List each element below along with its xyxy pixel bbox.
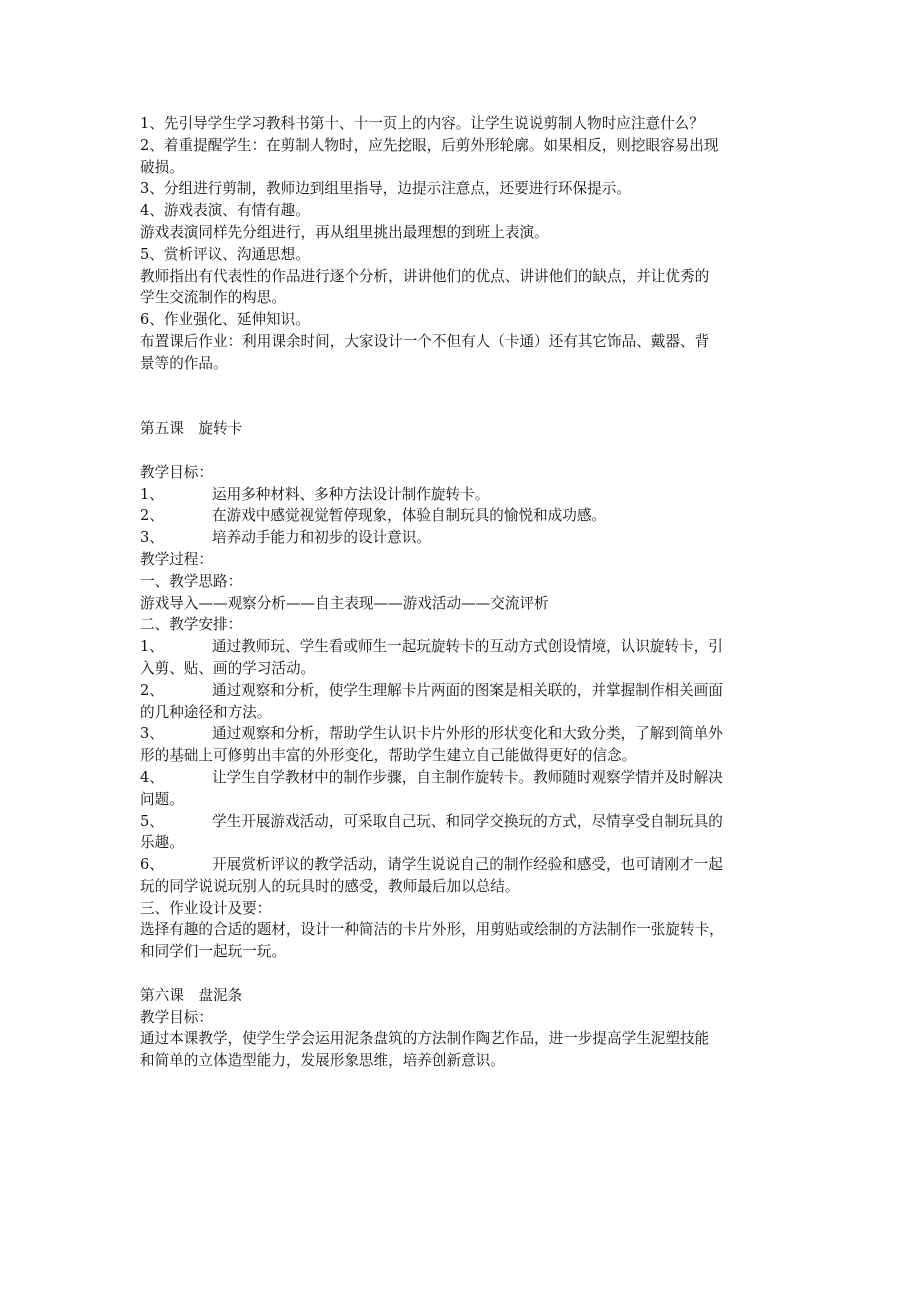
lesson6-goal-heading: 教学目标： [140,1008,213,1026]
lesson5-process-heading: 教学过程： [140,550,213,568]
lesson5-step-1a: 1、 通过教师玩、学生看或师生一起玩旋转卡的互动方式创设情境，认识旋转卡，引 [140,638,723,656]
intro-line-4: 4、游戏表演、有情有趣。 [140,202,310,220]
intro-line-6b: 景等的作品。 [140,354,228,372]
lesson5-step-2a: 2、 通过观察和分析，使学生理解卡片两面的图案是相关联的，并掌握制作相关画面 [140,681,723,699]
intro-line-2b: 破损。 [140,158,184,176]
lesson5-step-5b: 乐趣。 [140,834,184,852]
lesson5-idea: 游戏导入——观察分析——自主表现——游戏活动——交流评析 [140,594,549,612]
lesson5-step-2b: 的几种途径和方法。 [140,703,272,721]
intro-line-4b: 游戏表演同样先分组进行，再从组里挑出最理想的到班上表演。 [140,223,549,241]
lesson6-goal-b: 和简单的立体造型能力，发展形象思维，培养创新意识。 [140,1052,505,1070]
intro-line-1: 1、先引导学生学习教科书第十、十一页上的内容。让学生说说剪制人物时应注意什么？ [140,115,704,132]
intro-line-5: 5、赏析评议、沟通思想。 [140,245,310,263]
intro-line-2a: 2、着重提醒学生：在剪制人物时，应先挖眼，后剪外形轮廓。如果相反，则挖眼容易出现 [140,136,719,154]
lesson5-step-4b: 问题。 [140,790,184,808]
intro-line-3: 3、分组进行剪制，教师边到组里指导，边提示注意点，还要进行环保提示。 [140,180,631,198]
lesson5-step-6b: 玩的同学说说玩别人的玩具时的感受，教师最后加以总结。 [140,877,520,895]
lesson5-goal-2: 2、 在游戏中感觉视觉暂停现象，体验自制玩具的愉悦和成功感。 [140,507,607,525]
lesson5-step-5a: 5、 学生开展游戏活动，可采取自己玩、和同学交换玩的方式，尽情享受自制玩具的 [140,812,723,830]
lesson5-step-3b: 形的基础上可修剪出丰富的外形变化，帮助学生建立自己能做得更好的信念。 [140,747,637,765]
lesson5-homework-a: 选择有趣的合适的题材，设计一种简洁的卡片外形，用剪贴或绘制的方法制作一张旋转卡， [140,921,724,939]
lesson6-goal-a: 通过本课教学，使学生学会运用泥条盘筑的方法制作陶艺作品，进一步提高学生泥塑技能 [140,1030,710,1048]
lesson5-title: 第五课 旋转卡 [140,420,243,438]
lesson5-goal-3: 3、 培养动手能力和初步的设计意识。 [140,529,431,547]
lesson5-step-1b: 入剪、贴、画的学习活动。 [140,659,316,677]
intro-line-6a: 布置课后作业：利用课余时间，大家设计一个不但有人（卡通）还有其它饰品、戴器、背 [140,332,710,350]
lesson5-goal-1: 1、 运用多种材料、多种方法设计制作旋转卡。 [140,485,490,503]
lesson5-step-3a: 3、 通过观察和分析，帮助学生认识卡片外形的形状变化和大致分类，了解到简单外 [140,725,723,743]
intro-line-6: 6、作业强化、延伸知识。 [140,311,310,329]
lesson5-goal-heading: 教学目标： [140,463,213,481]
lesson5-homework-heading: 三、作业设计及要： [140,899,272,917]
lesson5-step-4a: 4、 让学生自学教材中的制作步骤，自主制作旋转卡。教师随时观察学情并及时解决 [140,768,723,786]
document-page [140,113,790,1072]
intro-line-5a: 教师指出有代表性的作品进行逐个分析，讲讲他们的优点、讲讲他们的缺点，并让优秀的 [140,267,710,285]
intro-line-5b: 学生交流制作的构思。 [140,289,286,307]
lesson6-title: 第六课 盘泥条 [140,986,243,1004]
lesson5-step-6a: 6、 开展赏析评议的教学活动，请学生说说自己的制作经验和感受，也可请刚才一起 [140,856,723,874]
lesson5-homework-b: 和同学们一起玩一玩。 [140,943,286,961]
lesson5-arrange-heading: 二、教学安排： [140,616,243,634]
lesson5-idea-heading: 一、教学思路： [140,572,243,590]
